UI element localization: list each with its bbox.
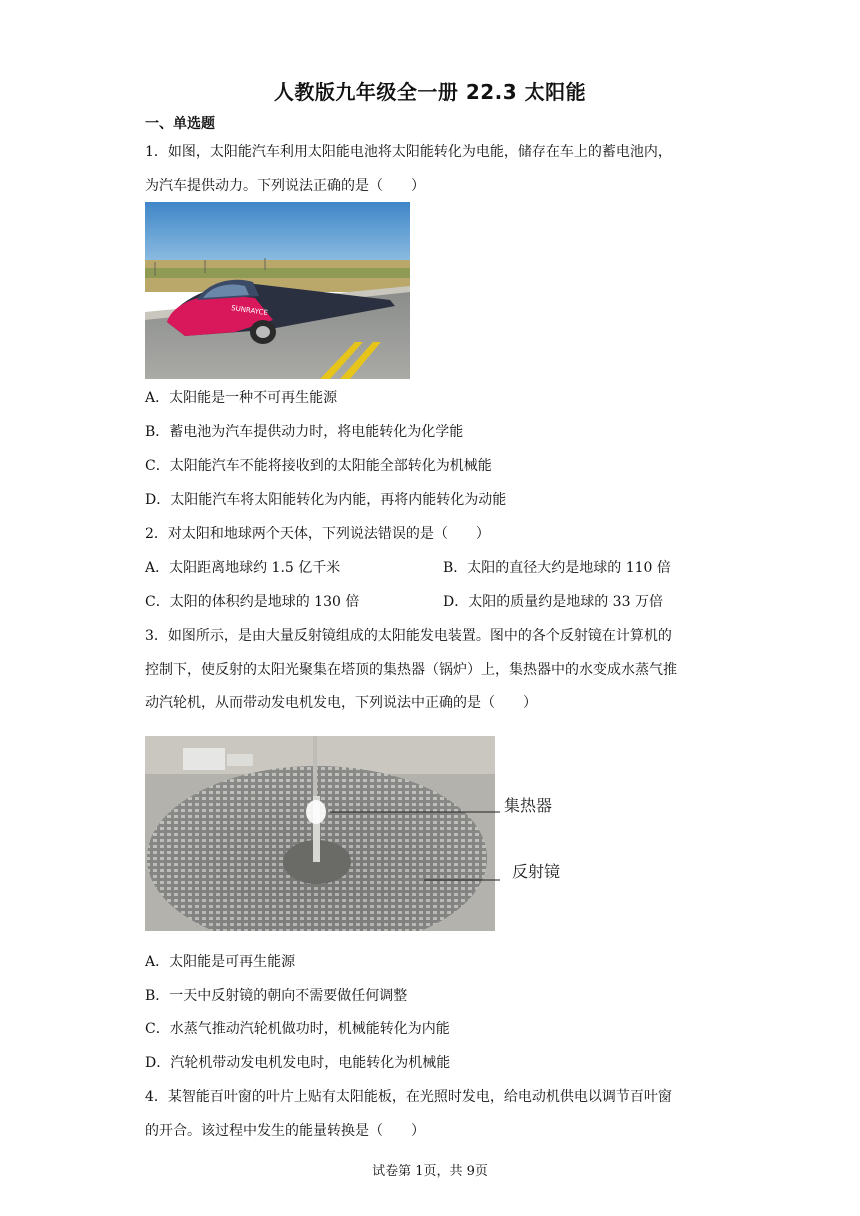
- q1-stem-line2: 为汽车提供动力。下列说法正确的是（ ）: [145, 178, 425, 194]
- q2-option-b: B．太阳的直径大约是地球的 110 倍: [443, 560, 671, 576]
- car-lettering: SUNRAYCE: [230, 304, 269, 318]
- q1-stem-line1: 1．如图，太阳能汽车利用太阳能电池将太阳能转化为电能，储存在车上的蓄电池内，: [145, 144, 672, 160]
- label-mirror: 反射镜: [512, 862, 561, 881]
- page-footer: 试卷第 1页，共 9页: [372, 1164, 488, 1179]
- q1-option-c: C．太阳能汽车不能将接收到的太阳能全部转化为机械能: [145, 458, 492, 474]
- q3-option-d: D．汽轮机带动发电机发电时，电能转化为机械能: [145, 1055, 451, 1071]
- solar-car-photo: [145, 202, 410, 379]
- q2-option-a: A．太阳距离地球约 1.5 亿千米: [145, 560, 341, 576]
- q2-stem: 2．对太阳和地球两个天体，下列说法错误的是（ ）: [145, 526, 490, 542]
- q1-option-a: A．太阳能是一种不可再生能源: [145, 390, 338, 406]
- q3-stem-line2: 控制下，使反射的太阳光聚集在塔顶的集热器（锅炉）上，集热器中的水变成水蒸气推: [145, 662, 677, 678]
- q3-option-c: C．水蒸气推动汽轮机做功时，机械能转化为内能: [145, 1021, 450, 1037]
- q1-option-b: B．蓄电池为汽车提供动力时，将电能转化为化学能: [145, 424, 464, 440]
- q2-option-d: D．太阳的质量约是地球的 33 万倍: [443, 594, 663, 610]
- q4-stem-line2: 的开合。该过程中发生的能量转换是（ ）: [145, 1123, 425, 1139]
- q1-option-d: D．太阳能汽车将太阳能转化为内能，再将内能转化为动能: [145, 492, 507, 508]
- q2-option-c: C．太阳的体积约是地球的 130 倍: [145, 594, 360, 610]
- q3-stem-line1: 3．如图所示，是由大量反射镜组成的太阳能发电装置。图中的各个反射镜在计算机的: [145, 628, 672, 644]
- q3-option-b: B．一天中反射镜的朝向不需要做任何调整: [145, 988, 408, 1004]
- page-title: 人教版九年级全一册 22.3 太阳能: [273, 80, 587, 104]
- q3-option-a: A．太阳能是可再生能源: [145, 954, 296, 970]
- q3-stem-line3: 动汽轮机，从而带动发电机发电，下列说法中正确的是（ ）: [145, 695, 537, 711]
- section-heading: 一、单选题: [145, 116, 215, 132]
- label-collector: 集热器: [504, 796, 553, 815]
- q4-stem-line1: 4．某智能百叶窗的叶片上贴有太阳能板，在光照时发电，给电动机供电以调节百叶窗: [145, 1089, 672, 1105]
- callout-leader-lines: [330, 800, 510, 890]
